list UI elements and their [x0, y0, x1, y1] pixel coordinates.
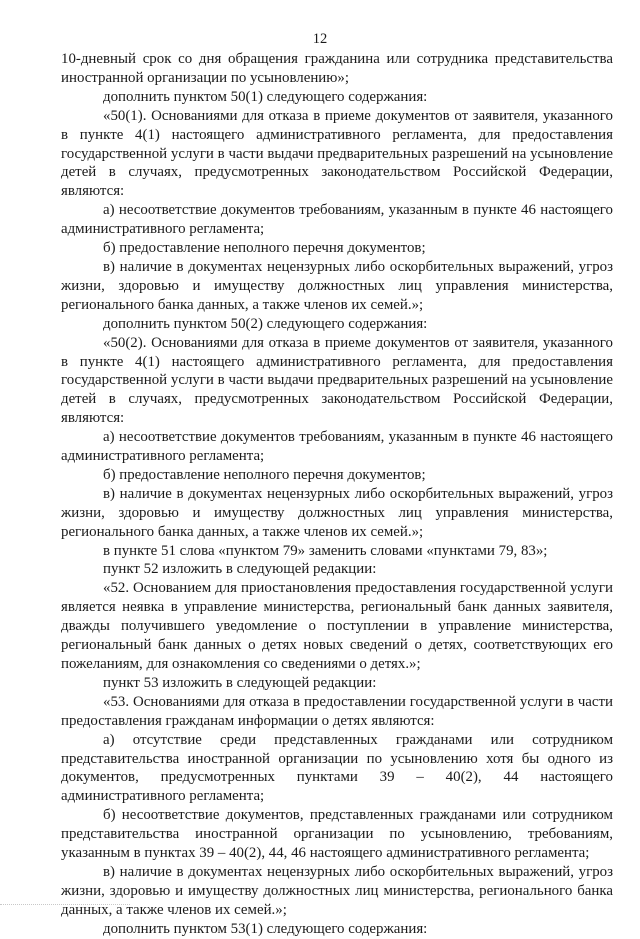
paragraph: а) отсутствие среди представленных гражданами или сотрудником представительства иностранной организации по усыновлению хотя бы одного из документов, предусмотренных пунктами 39 – 40(2), 44 настоящего административного регламента;: [61, 731, 613, 805]
paragraph: в) наличие в документах нецензурных либо оскорбительных выражений, угроз жизни, здоровью и имуществу должностных лиц управления министерства, регионального банка данных, а также членов их семей.»;: [61, 485, 613, 540]
paragraph: а) несоответствие документов требованиям, указанным в пункте 46 настоящего административного регламента;: [61, 429, 613, 465]
paragraph: «53. Основаниями для отказа в предоставлении государственной услуги в части предоставления гражданам информации о детях являются:: [61, 693, 613, 729]
paragraph: в) наличие в документах нецензурных либо оскорбительных выражений, угроз жизни, здоровью и имуществу должностных лиц управления министерства, регионального банка данных, а также членов их семей.»;: [61, 258, 613, 313]
paragraph: б) предоставление неполного перечня документов;: [103, 466, 426, 483]
paragraph: дополнить пунктом 50(2) следующего содержания:: [103, 315, 428, 332]
paragraph: «50(2). Основаниями для отказа в приеме документов от заявителя, указанного в пункте 4(1) настоящего административного регламента, для предоставления государственной услуги в части выдачи предварительных разрешений на усыновление детей в случаях, предусмотренных законодательством Российской Федерации, являются:: [61, 334, 613, 427]
page-number: 12: [312, 31, 328, 47]
paragraph: а) несоответствие документов требованиям, указанным в пункте 46 настоящего административного регламента;: [61, 202, 613, 238]
paragraph: дополнить пунктом 53(1) следующего содержания:: [103, 920, 428, 937]
paragraph: дополнить пунктом 50(1) следующего содержания:: [103, 88, 428, 105]
paragraph: в пункте 51 слова «пунктом 79» заменить словами «пунктами 79, 83»;: [103, 542, 548, 559]
scan-artifact-line: [0, 900, 130, 905]
paragraph: в) наличие в документах нецензурных либо оскорбительных выражений, угроз жизни, здоровью и имуществу должностных лиц министерства, регионального банка данных, а также членов их семей.»;: [61, 863, 613, 918]
paragraph: б) несоответствие документов, представленных гражданами или сотрудником представительства иностранной организации по усыновлению, требованиям, указанным в пунктах 39 – 40(2), 44, 46 настоящего административного регламента;: [61, 807, 613, 862]
paragraph: пункт 52 изложить в следующей редакции:: [103, 561, 377, 578]
paragraph: б) предоставление неполного перечня документов;: [103, 240, 426, 257]
paragraph: 10-дневный срок со дня обращения гражданина или сотрудника представительства иностранной организации по усыновлению»;: [61, 51, 613, 86]
document-body: [61, 50, 613, 939]
paragraph: пункт 53 изложить в следующей редакции:: [103, 674, 377, 691]
paragraph: «50(1). Основаниями для отказа в приеме документов от заявителя, указанного в пункте 4(1) настоящего административного регламента, для предоставления государственной услуги в части выдачи предварительных разрешений на усыновление детей в случаях, предусмотренных законодательством Российской Федерации, являются:: [61, 107, 613, 200]
paragraph: «52. Основанием для приостановления предоставления государственной услуги является неявка в управление министерства, региональный банк данных заявителя, дважды получившего уведомление о поступлении в управление министерства, региональный банк данных о детях новых сведений о детях, соответствующих его пожеланиям, для ознакомления со сведениями о детях.»;: [61, 580, 613, 672]
